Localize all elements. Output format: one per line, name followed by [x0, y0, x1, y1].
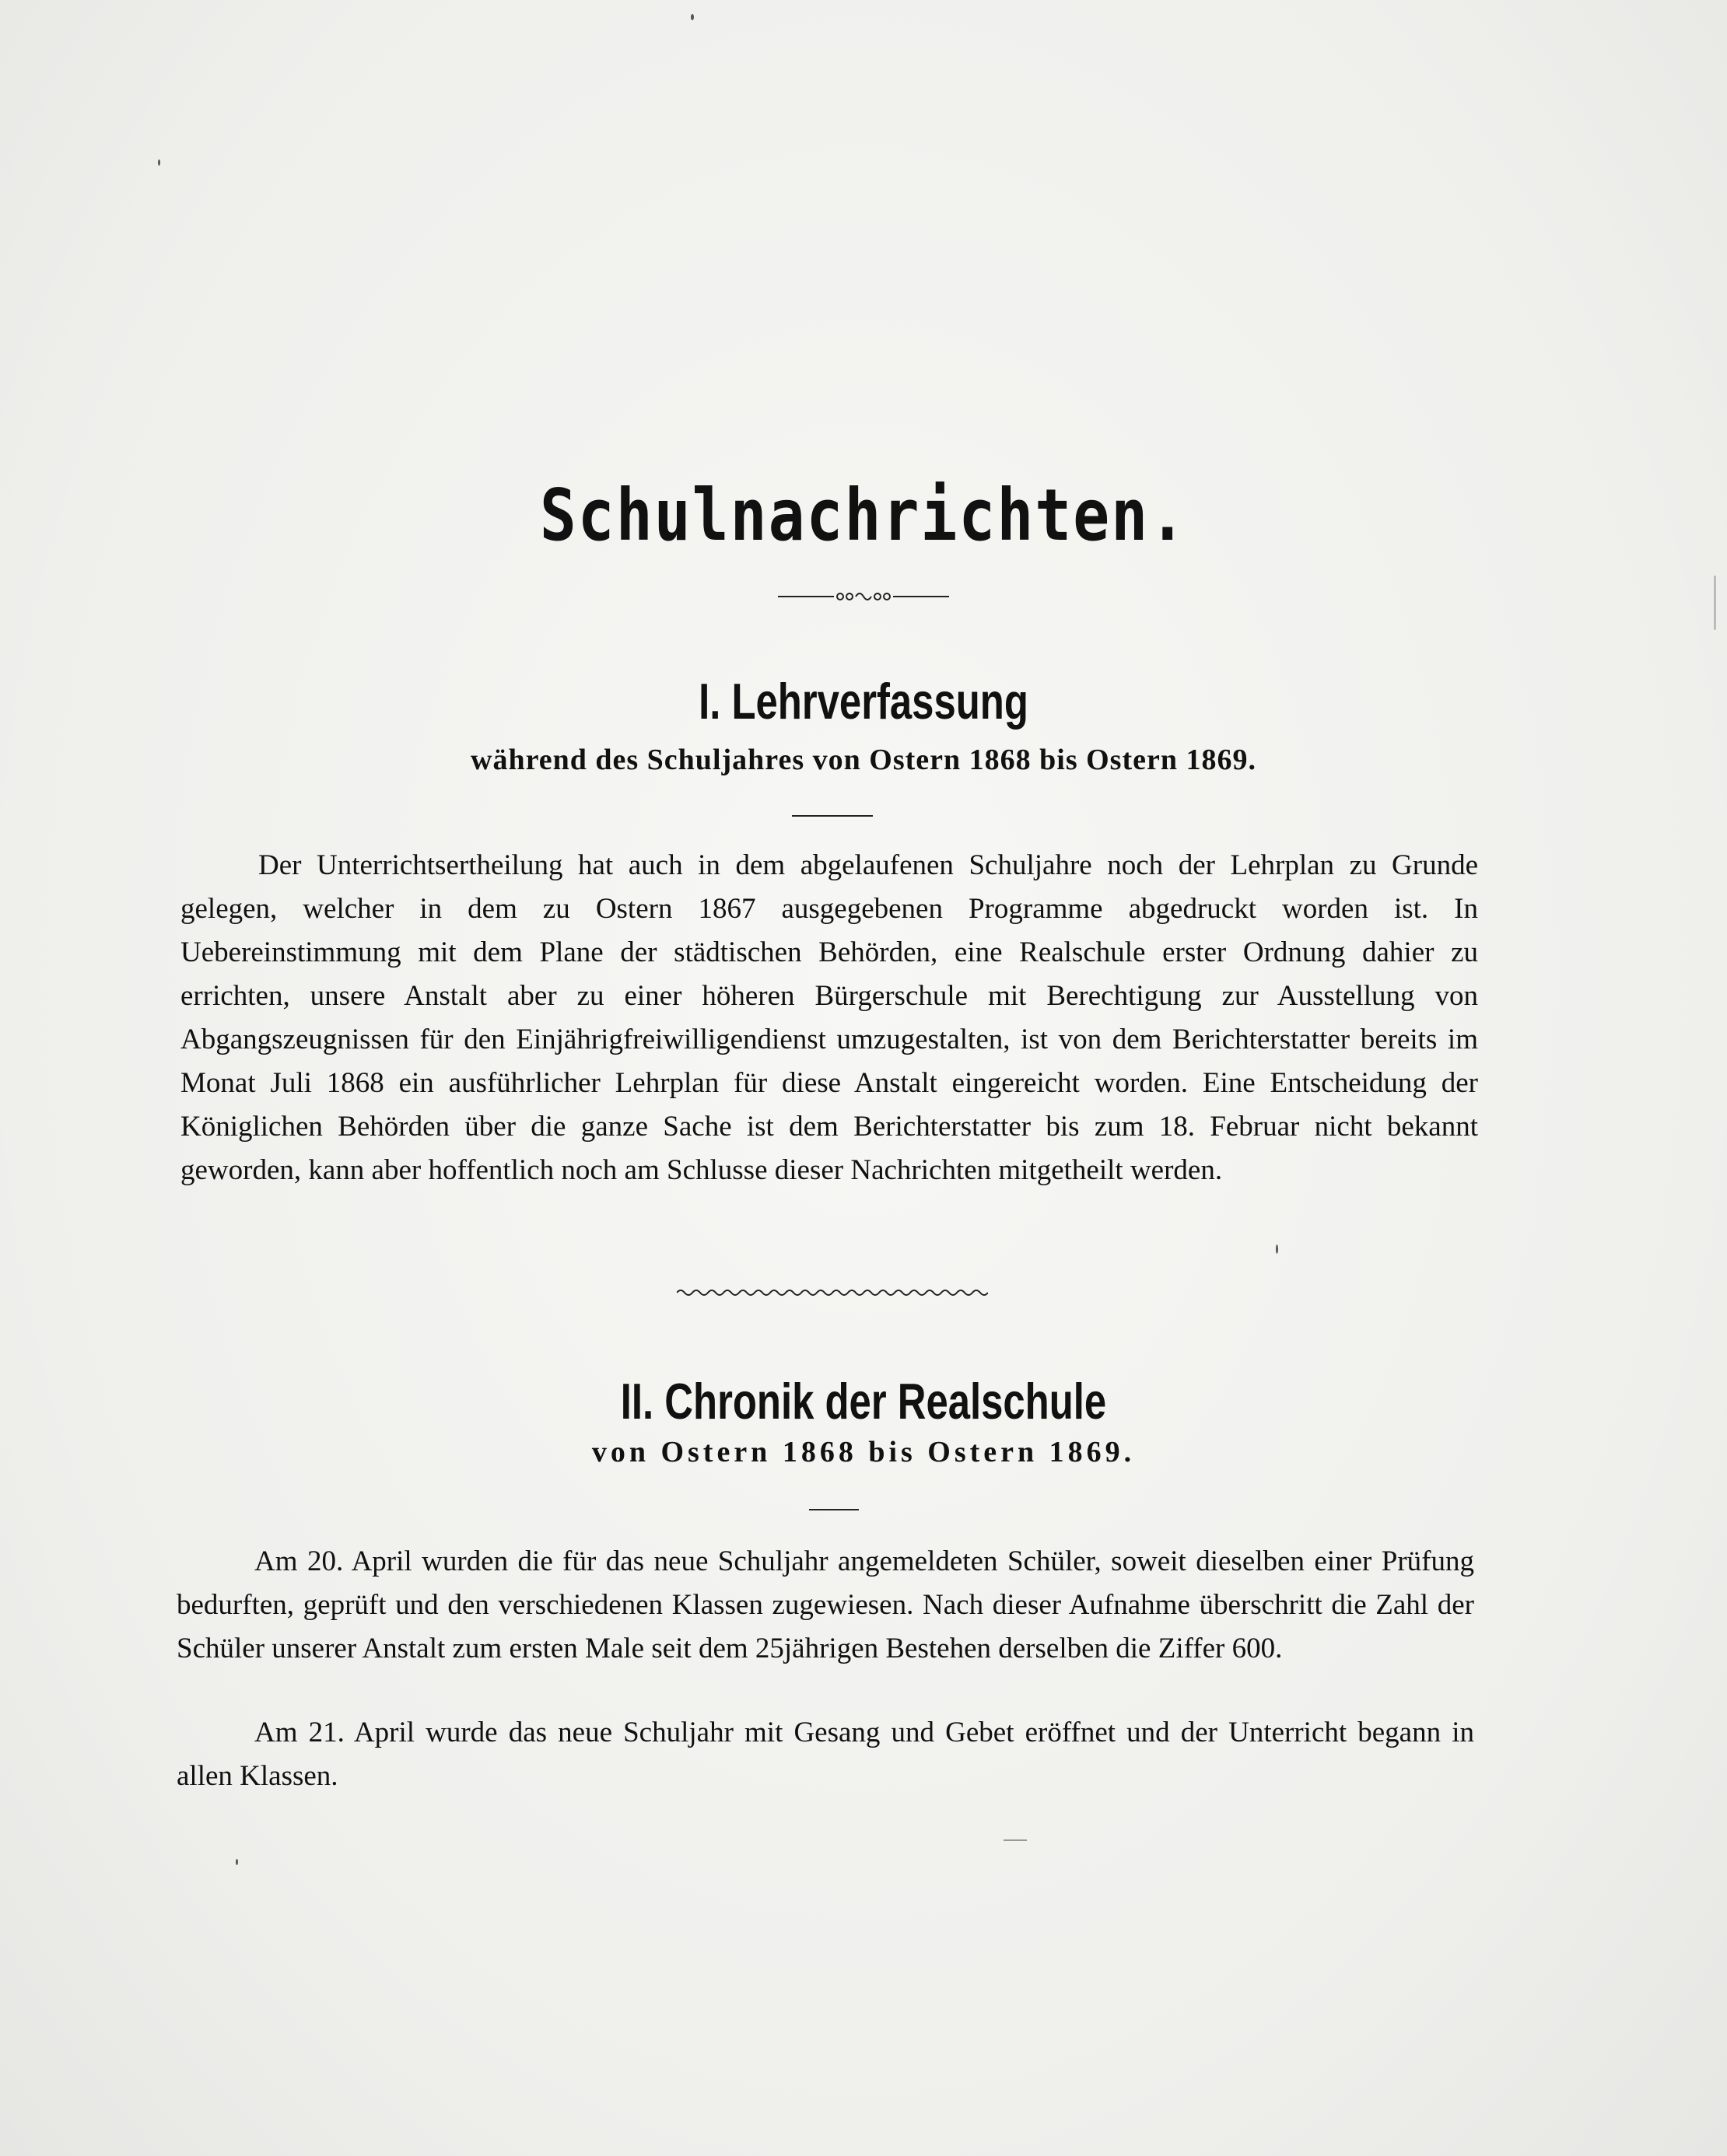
title-ornament [778, 587, 949, 606]
section-2-paragraph-1: Am 20. April wurden die für das neue Schuljahr angemeldeten Schüler, soweit dieselben einer Prüfung bedurften, geprüft und den verschiedenen Klassen zugewiesen. Nach dieser Aufnahme überschritt die Zahl der Schüler unserer Anstalt zum ersten Male seit dem 25jährigen Bestehen derselben die Ziffer 600. [177, 1545, 1474, 1664]
section-1-title: I. Lehrverfassung [699, 674, 1028, 730]
section-2-paragraph-2: Am 21. April wurde das neue Schuljahr mit Gesang und Gebet eröffnet und der Unterricht begann in allen Klassen. [177, 1717, 1474, 1792]
speck-left [158, 159, 160, 166]
section-1-subtitle: während des Schuljahres von Ostern 1868 bis Ostern 1869. [471, 744, 1256, 776]
speck-bottom-left [236, 1859, 238, 1865]
speck-top [691, 14, 694, 20]
section-1-rule [792, 815, 873, 817]
bottom-mark [1004, 1839, 1027, 1841]
main-title: Schulnachrichten. [539, 474, 1188, 558]
section-1-paragraph: Der Unterrichtsertheilung hat auch in dem abgelaufenen Schuljahre noch der Lehrplan zu Grunde gelegen, welcher in dem zu Ostern 1867 ausgegebenen Programme abgedruckt worden ist. In Uebereinstimmung mit dem Plane der städtischen Behörden, eine Realschule erster Ordnung dahier zu errichten, unsere Anstalt aber zu einer höheren Bürgerschule mit Berechtigung zur Ausstellung von Abgangszeugnissen für den Einjährigfreiwilligendienst umzugestalten, ist von dem Berichterstatter bereits im Monat Juli 1868 ein ausführlicher Lehrplan für diese Anstalt eingereicht worden. Eine Entscheidung der Königlichen Behörden über die ganze Sache ist dem Berichterstatter bis zum 18. Februar nicht bekannt geworden, kann aber hoffentlich noch am Schlusse dieser Nachrichten mitgetheilt werden. [180, 849, 1478, 1186]
section-2-subtitle: von Ostern 1868 bis Ostern 1869. [591, 1436, 1136, 1468]
section-divider-wavy [677, 1287, 988, 1298]
speck-right [1714, 576, 1716, 630]
section-2-title: II. Chronik der Realschule [620, 1374, 1107, 1430]
speck-mid [1276, 1244, 1278, 1254]
section-2-rule [809, 1509, 859, 1510]
